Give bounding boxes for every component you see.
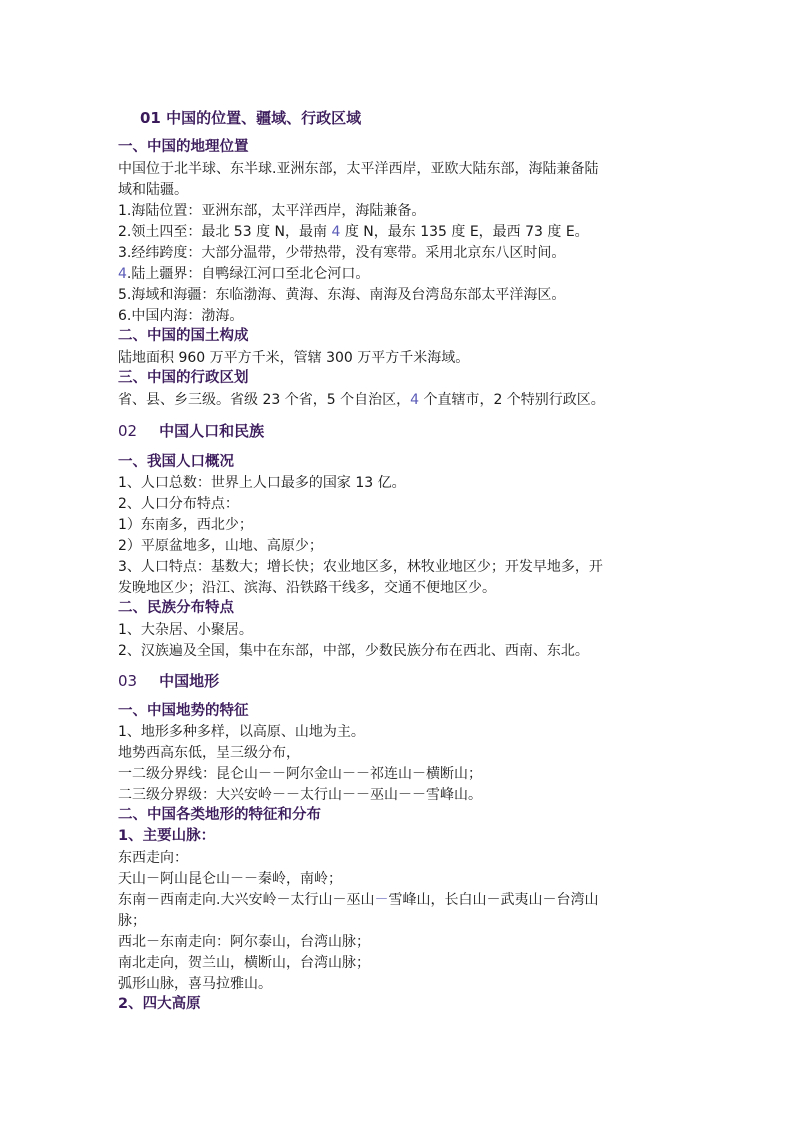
list-item: 地势西高东低，呈三级分布，	[118, 745, 300, 761]
list-item: 2）平原盆地多，山地、高原少；	[118, 538, 323, 554]
highlight-dash: －	[374, 892, 389, 908]
heading-terrain-features: 一、中国地势的特征	[118, 703, 249, 719]
section-title-3	[118, 671, 219, 691]
section-title-1: 01 中国的位置、疆域、行政区域	[140, 109, 362, 127]
list-item: 2、汉族遍及全国，集中在东部，中部，少数民族分布在西北、西南、东北。	[118, 643, 589, 659]
paragraph-text: 个直辖市，2 个特别行政区。	[419, 392, 605, 408]
section-title-text: 中国地形	[159, 672, 220, 690]
paragraph-line	[118, 390, 605, 410]
list-item: 弧形山脉，喜马拉雅山。	[118, 976, 272, 992]
heading-territory: 二、中国的国土构成	[118, 328, 249, 344]
list-item	[118, 264, 369, 284]
paragraph-line: 中国位于北半球、东半球.亚洲东部，太平洋西岸，亚欧大陆东部，海陆兼备陆	[118, 161, 599, 177]
highlight-number: 4	[410, 392, 419, 408]
paragraph-text: 省、县、乡三级。省级 23 个省，5 个自治区，	[118, 392, 411, 408]
highlight-number: 4	[118, 266, 127, 282]
paragraph-line: 域和陆疆。	[118, 182, 188, 198]
heading-geo-position: 一、中国的地理位置	[118, 139, 249, 155]
list-item-text: 度 N，最东 135 度 E，最西 73 度 E。	[340, 224, 589, 240]
paragraph-line: 陆地面积 960 万平方千米，管辖 300 万平方千米海域。	[118, 350, 470, 366]
list-item	[118, 222, 589, 242]
list-item: 3、人口特点：基数大；增长快；农业地区多，林牧业地区少；开发早地多，开	[118, 559, 603, 575]
list-item: 二三级分界级：大兴安岭－－太行山－－巫山－－雪峰山。	[118, 787, 482, 803]
list-item: 3.经纬跨度：大部分温带，少带热带，没有寒带。采用北京东八区时间。	[118, 245, 566, 261]
list-item: 东西走向：	[118, 850, 188, 866]
heading-mountains: 1、主要山脉：	[118, 828, 216, 844]
section-title-text: 中国人口和民族	[159, 422, 265, 440]
heading-admin-division: 三、中国的行政区划	[118, 370, 249, 386]
section-number: 02	[118, 422, 138, 440]
list-item: 南北走向，贺兰山，横断山，台湾山脉；	[118, 955, 370, 971]
section-number: 03	[118, 672, 138, 690]
heading-population: 一、我国人口概况	[118, 454, 234, 470]
list-item-text: 雪峰山，长白山－武夷山－台湾山	[388, 892, 599, 908]
list-item: 1、地形多种多样，以高原、山地为主。	[118, 724, 365, 740]
heading-plateaus: 2、四大高原	[118, 996, 201, 1012]
list-item: 1、大杂居、小聚居。	[118, 622, 253, 638]
list-item: 1.海陆位置：亚洲东部，太平洋西岸，海陆兼备。	[118, 203, 426, 219]
list-item: 天山－阿山昆仑山－－秦岭，南岭；	[118, 871, 342, 887]
list-item: 1）东南多，西北少；	[118, 517, 253, 533]
list-item: 1、人口总数：世界上人口最多的国家 13 亿。	[118, 475, 406, 491]
heading-ethnic: 二、民族分布特点	[118, 600, 234, 616]
list-item: 5.海域和海疆：东临渤海、黄海、东海、南海及台湾岛东部太平洋海区。	[118, 287, 566, 303]
list-item-text: 2.领土四至：最北 53 度 N，最南	[118, 224, 332, 240]
heading-terrain-types: 二、中国各类地形的特征和分布	[118, 807, 321, 823]
highlight-number: 4	[331, 224, 341, 240]
list-item	[118, 890, 598, 910]
list-item: 一二级分界线：昆仑山－－阿尔金山－－祁连山－横断山；	[118, 766, 482, 782]
section-title-2	[118, 421, 264, 441]
list-item: 西北－东南走向：阿尔泰山，台湾山脉；	[118, 934, 370, 950]
list-item-text: .陆上疆界：自鸭绿江河口至北仑河口。	[126, 266, 370, 282]
list-item-text: 东南－西南走向.大兴安岭－太行山－巫山	[118, 892, 375, 908]
list-item: 脉；	[118, 913, 146, 929]
list-item: 发晚地区少；沿江、滨海、沿铁路干线多，交通不便地区少。	[118, 580, 496, 596]
list-item: 6.中国内海：渤海。	[118, 308, 244, 324]
list-item: 2、人口分布特点：	[118, 496, 239, 512]
